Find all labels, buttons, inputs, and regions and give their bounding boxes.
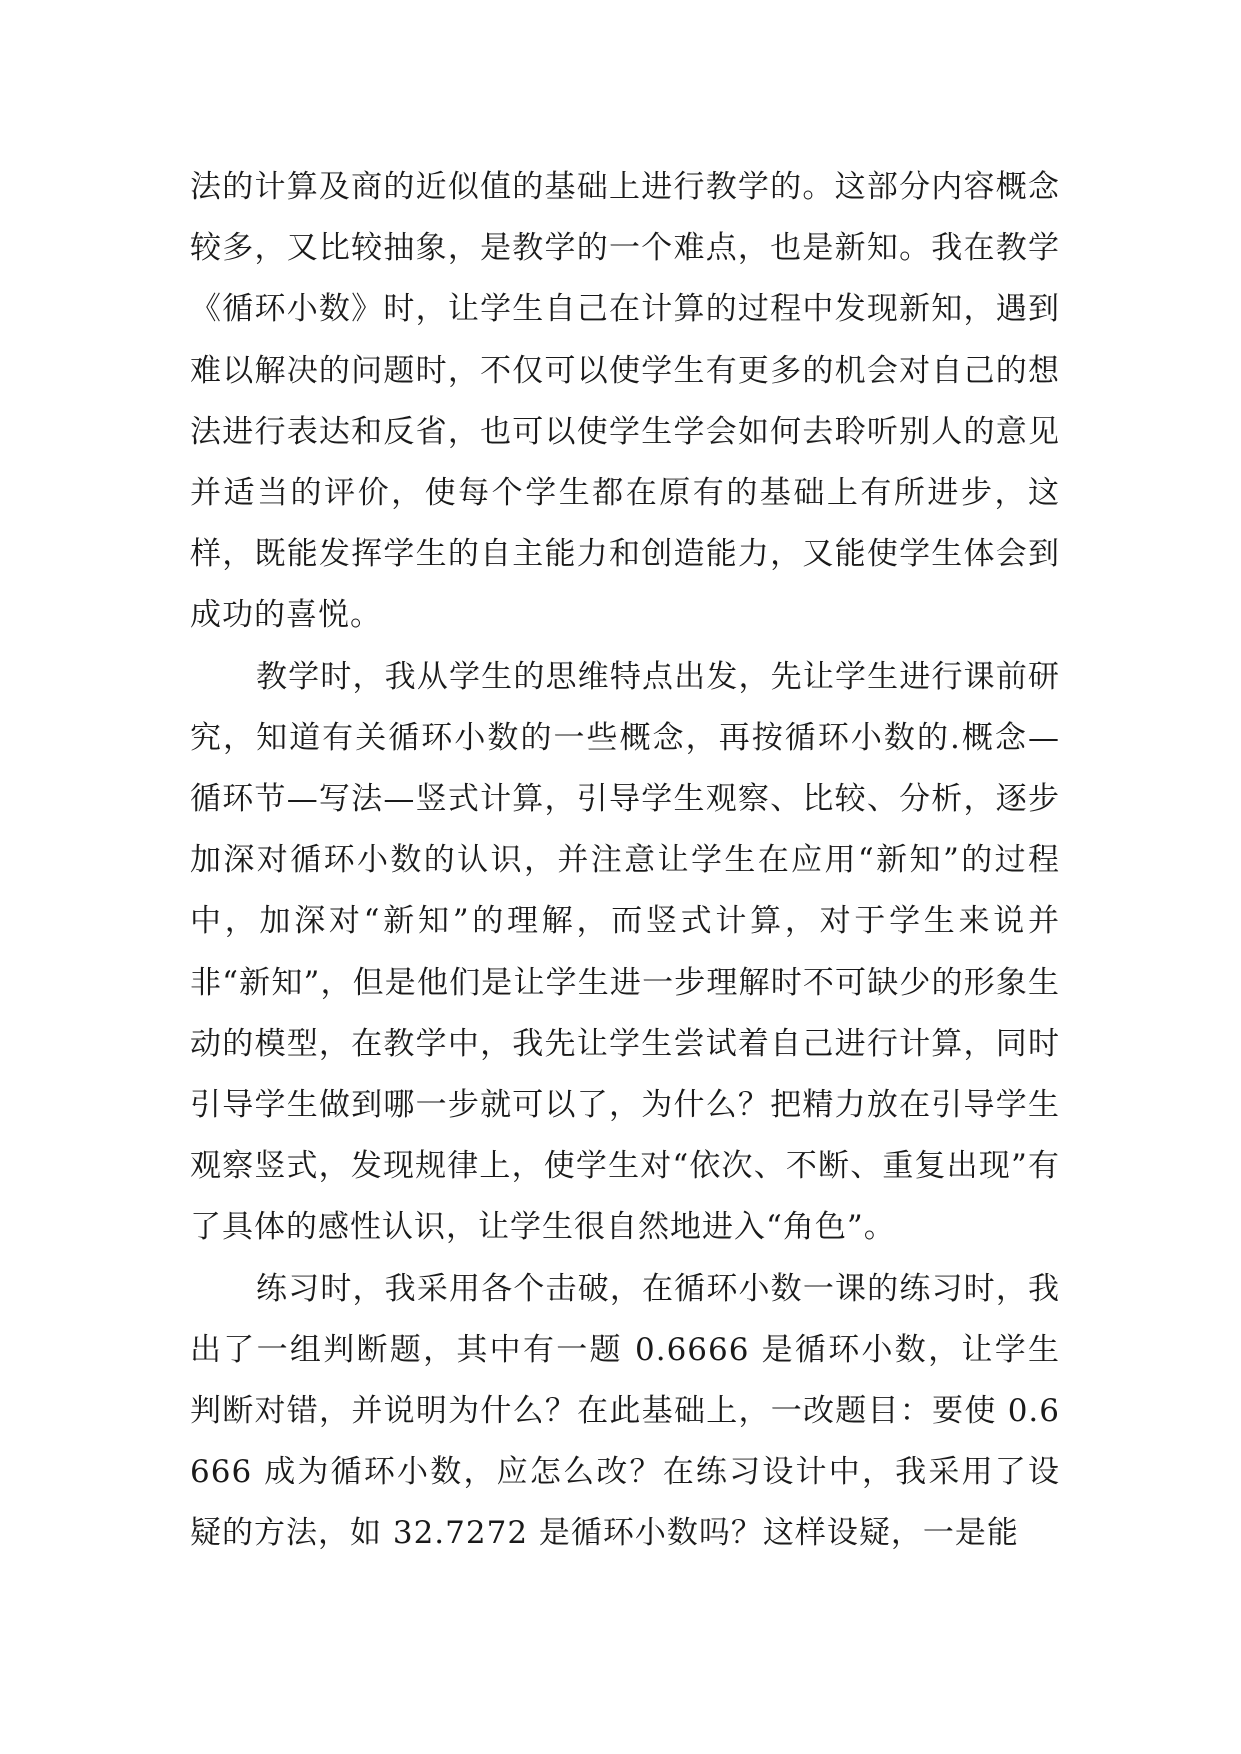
paragraph-2: 教学时，我从学生的思维特点出发，先让学生进行课前研究，知道有关循环小数的一些概念，再按循环小数的.概念—循环节—写法—竖式计算，引导学生观察、比较、分析，逐步加深对循环小数的认识，并注意让学生在应用“新知”的过程中，加深对“新知”的理解，而竖式计算，对于学生来说并非“新知”，但是他们是让学生进一步理解时不可缺少的形象生动的模型，在教学中，我先让学生尝试着自己进行计算，同时引导学生做到哪一步就可以了，为什么？把精力放在引导学生观察竖式，发现规律上，使学生对“依次、不断、重复出现”有了具体的感性认识，让学生很自然地进入“角色”。 [190, 658, 1060, 1246]
document-body [190, 157, 1060, 1565]
paragraph-1: 法的计算及商的近似值的基础上进行教学的。这部分内容概念较多，又比较抽象，是教学的一个难点，也是新知。我在教学《循环小数》时，让学生自己在计算的过程中发现新知，遇到难以解决的问题时，不仅可以使学生有更多的机会对自己的想法进行表达和反省，也可以使学生学会如何去聆听别人的意见并适当的评价，使每个学生都在原有的基础上有所进步，这样，既能发挥学生的自主能力和创造能力，又能使学生体会到成功的喜悦。 [190, 169, 1060, 634]
paragraph-3: 练习时，我采用各个击破，在循环小数一课的练习时，我出了一组判断题，其中有一题 0.6666 是循环小数，让学生判断对错，并说明为什么？在此基础上，一改题目：要使 0.6666 成为循环小数，应怎么改？在练习设计中，我采用了设疑的方法，如 32.7272 是循环小数吗？这样设疑，一是能 [190, 1270, 1060, 1552]
